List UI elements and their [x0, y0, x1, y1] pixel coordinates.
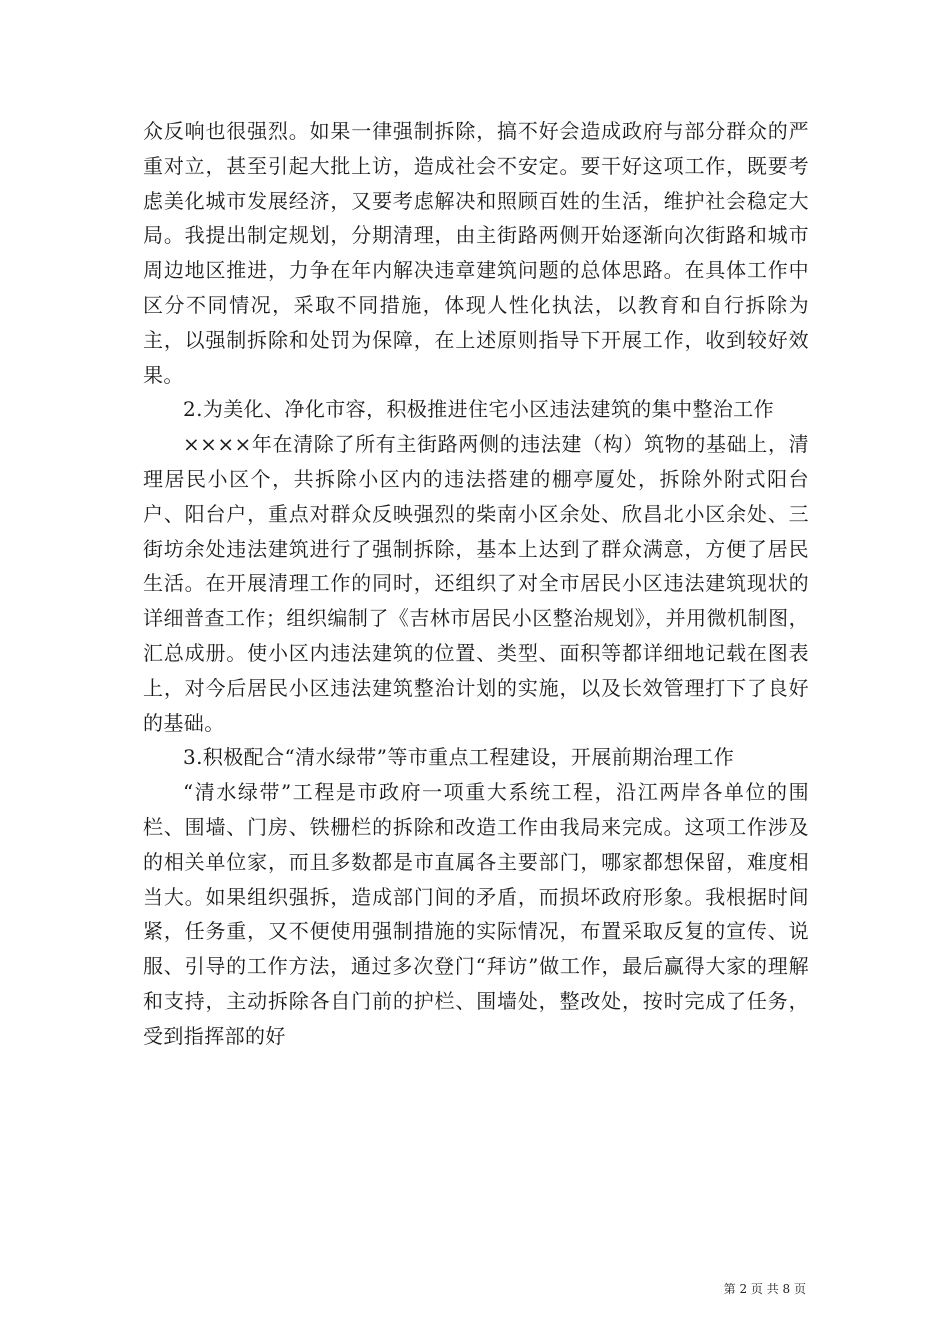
document-body — [143, 114, 809, 1054]
paragraph-residential-rectification: ××××年在清除了所有主街路两侧的违法建（构）筑物的基础上，清理居民小区个，共拆除小区内的违法搭建的棚亭厦处，拆除外附式阳台户、阳台户，重点对群众反映强烈的柴南小区余处、欣昌北小区余处、三街坊余处违法建筑进行了强制拆除，基本上达到了群众满意，方便了居民生活。在开展清理工作的同时，还组织了对全市居民小区违法建筑现状的详细普查工作；组织编制了《吉林市居民小区整治规划》，并用微机制图，汇总成册。使小区内违法建筑的位置、类型、面积等都详细地记载在图表上，对今后居民小区违法建筑整治计划的实施，以及长效管理打下了良好的基础。 — [143, 432, 809, 735]
section-heading-3: 3.积极配合“清水绿带”等市重点工程建设，开展前期治理工作 — [183, 745, 735, 770]
paragraph-continuation: 众反响也很强烈。如果一律强制拆除，搞不好会造成政府与部分群众的严重对立，甚至引起大批上访，造成社会不安定。要干好这项工作，既要考虑美化城市发展经济，又要考虑解决和照顾百姓的生活，维护社会稳定大局。我提出制定规划，分期清理，由主街路两侧开始逐渐向次街路和城市周边地区推进，力争在年内解决违章建筑问题的总体思路。在具体工作中区分不同情况，采取不同措施，体现人性化执法，以教育和自行拆除为主，以强制拆除和处罚为保障，在上述原则指导下开展工作，收到较好效果。 — [143, 119, 809, 387]
page-number-footer: 第 2 页 共 8 页 — [723, 1282, 806, 1296]
section-heading-2: 2.为美化、净化市容，积极推进住宅小区违法建筑的集中整治工作 — [183, 397, 775, 422]
paragraph-green-belt-project: “清水绿带”工程是市政府一项重大系统工程，沿江两岸各单位的围栏、围墙、门房、铁栅栏的拆除和改造工作由我局来完成。这项工作涉及的相关单位家，而且多数都是市直属各主要部门，哪家都想保留，难度相当大。如果组织强拆，造成部门间的矛盾，而损坏政府形象。我根据时间紧，任务重，又不便使用强制措施的实际情况，布置采取反复的宣传、说服、引导的工作方法，通过多次登门“拜访”做工作，最后赢得大家的理解和支持，主动拆除各自门前的护栏、围墙处，整改处，按时完成了任务，受到指挥部的好 — [143, 780, 809, 1048]
